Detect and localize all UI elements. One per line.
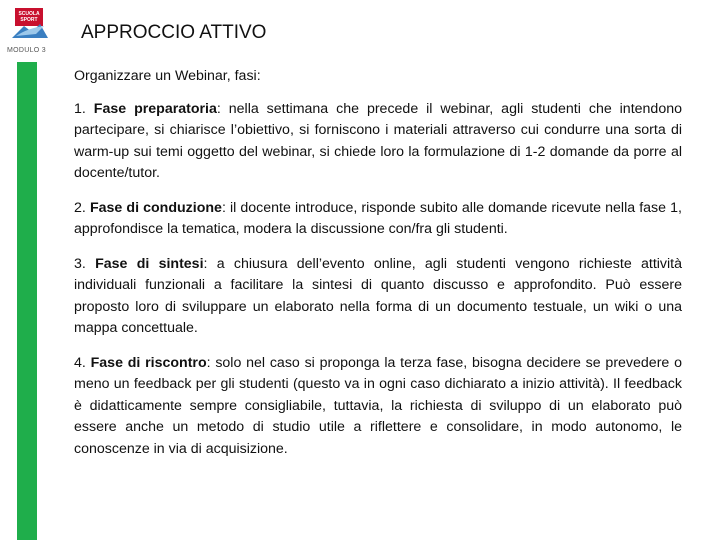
- phase-name: Fase di conduzione: [89, 199, 222, 216]
- phase-3: 3. Fase di sintesi: a chiusura dell’evento online, agli studenti vengono richieste attività individuali funzionali a facilitare la sintesi di quanto discusso e approfondito. Può essere proposto loro di sviluppare un elaborato nella forma di un documento testuale, un wiki o una mappa concettuale.: [74, 255, 682, 336]
- phase-name: Fase di riscontro: [90, 354, 207, 371]
- phase-1: 1. Fase preparatoria: nella settimana che precede il webinar, agli studenti che intendono partecipare, si chiarisce l’obiettivo, si forniscono i materiali attraverso cui condurre una sorta di warm-up sui temi oggetto del webinar, si chiede loro la formulazione di 1-2 domande da porre al docente/tutor.: [74, 100, 682, 181]
- phase-name: Fase di sintesi: [95, 255, 204, 272]
- module-label: MODULO 3: [7, 47, 46, 54]
- svg-text:SPORT: SPORT: [20, 17, 38, 23]
- phase-name: Fase preparatoria: [93, 100, 217, 117]
- svg-text:SCUOLA: SCUOLA: [18, 11, 40, 17]
- scuola-sport-logo: [8, 6, 50, 46]
- phase-4: 4. Fase di riscontro: solo nel caso si proponga la terza fase, bisogna decidere se prevedere o meno un feedback per gli studenti (questo va in ogni caso dichiarato a inizio attività). Il feedback è didatticamente sempre consigliabile, tuttavia, la richiesta di sviluppo di un elaborato può essere anche un metodo di studio utile a riflettere e consolidare, in modo autonomo, le conoscenze in via di acquisizione.: [74, 354, 682, 457]
- slide-content: [74, 66, 682, 473]
- intro-text: Organizzare un Webinar, fasi:: [74, 68, 261, 84]
- page-title: APPROCCIO ATTIVO: [81, 22, 267, 43]
- accent-bar: [17, 62, 37, 540]
- phase-2: 2. Fase di conduzione: il docente introduce, risponde subito alle domande ricevute nella fase 1, approfondisce la tematica, modera la discussione con/fra gli studenti.: [74, 199, 682, 237]
